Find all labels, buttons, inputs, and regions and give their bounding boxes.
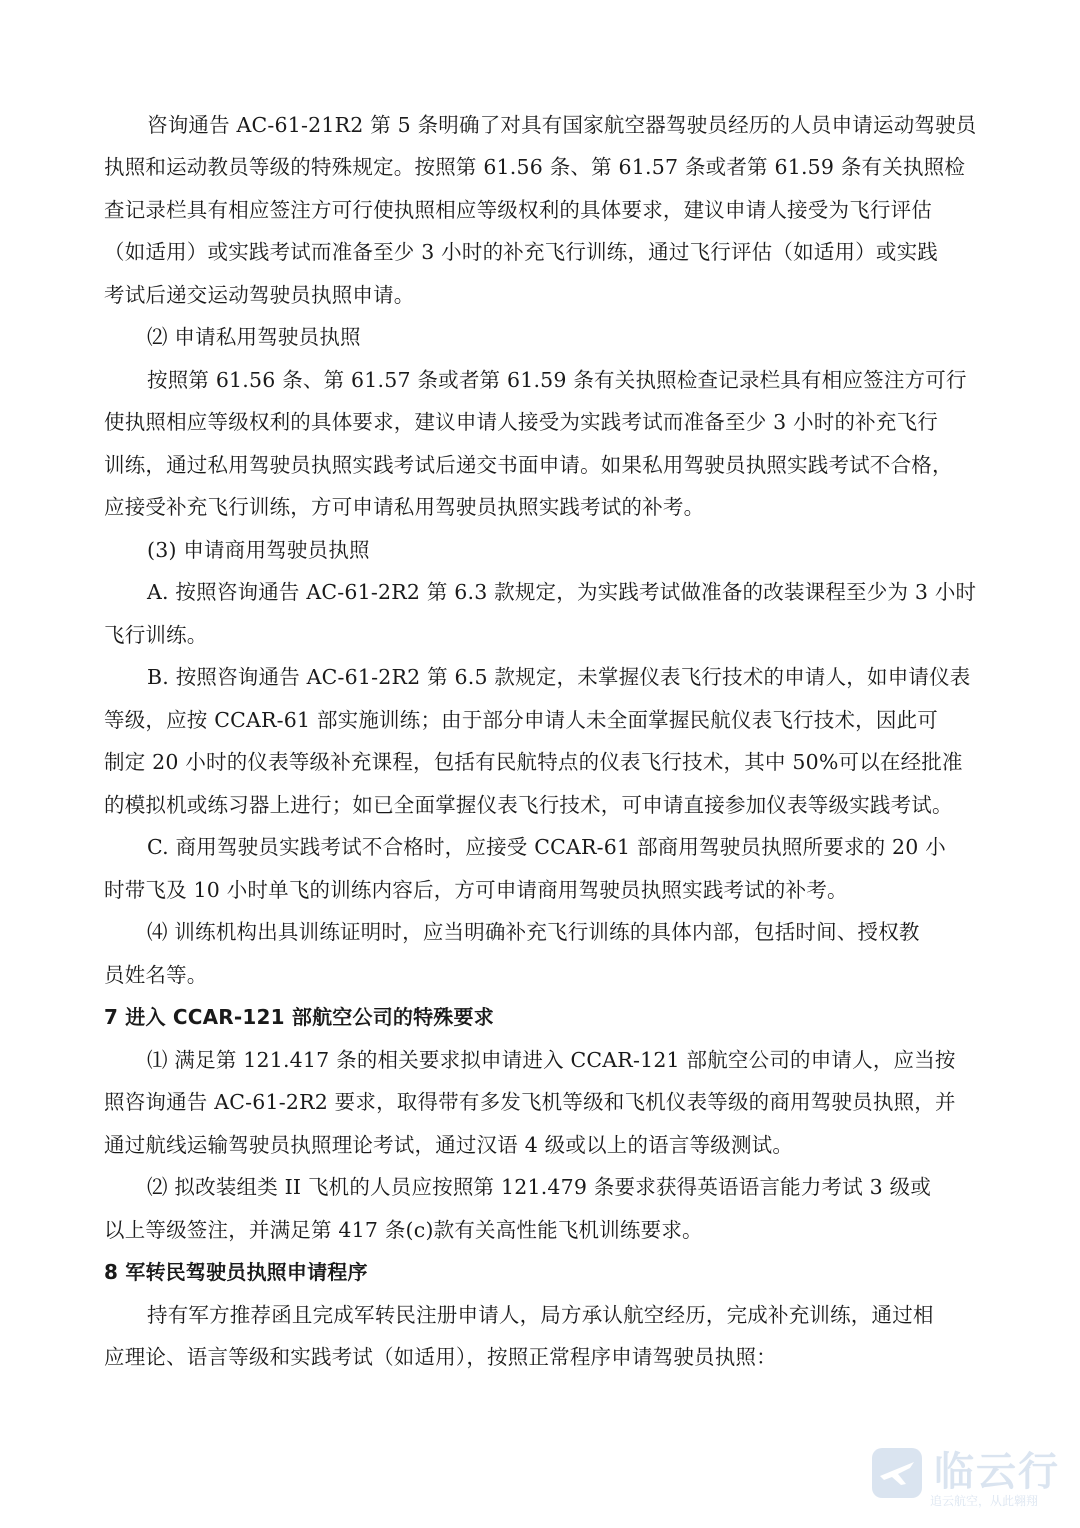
paragraph-line: 照咨询通告 AC-61-2R2 要求，取得带有多发飞机等级和飞机仪表等级的商用驾驶员执照，并 <box>104 1090 956 1114</box>
paragraph-line: 执照和运动教员等级的特殊规定。按照第 61.56 条、第 61.57 条或者第 61.59 条有关执照检 <box>104 155 966 179</box>
paragraph-line: 训练，通过私用驾驶员执照实践考试后递交书面申请。如果私用驾驶员执照实践考试不合格， <box>104 453 953 477</box>
paragraph-line: 应理论、语言等级和实践考试（如适用），按照正常程序申请驾驶员执照： <box>104 1345 777 1369</box>
paragraph-line: 时带飞及 10 小时单飞的训练内容后，方可申请商用驾驶员执照实践考试的补考。 <box>104 878 848 902</box>
paragraph-line: 持有军方推荐函且完成军转民注册申请人，局方承认航空经历，完成补充训练，通过相 <box>147 1303 934 1327</box>
paragraph-line: B. 按照咨询通告 AC-61-2R2 第 6.5 款规定，未掌握仪表飞行技术的申请人，如申请仪表 <box>147 665 971 689</box>
paragraph-line: 通过航线运输驾驶员执照理论考试，通过汉语 4 级或以上的语言等级测试。 <box>104 1133 794 1157</box>
paragraph-line: 制定 20 小时的仪表等级补充课程，包括有民航特点的仪表飞行技术，其中 50%可以在经批准 <box>104 750 963 774</box>
section-heading: 8 军转民驾驶员执照申请程序 <box>104 1260 368 1284</box>
paragraph-line: ⑷ 训练机构出具训练证明时，应当明确补充飞行训练的具体内部，包括时间、授权教 <box>147 920 920 944</box>
paragraph-line: 的模拟机或练习器上进行；如已全面掌握仪表飞行技术，可申请直接参加仪表等级实践考试。 <box>104 793 953 817</box>
airplane-logo-icon <box>870 1444 926 1504</box>
paragraph-line: 员姓名等。 <box>104 963 208 987</box>
subsection-heading: ⑵ 申请私用驾驶员执照 <box>147 325 361 349</box>
watermark-slogan: 追云航空，从此翱翔 <box>930 1494 1039 1508</box>
section-heading: 7 进入 CCAR-121 部航空公司的特殊要求 <box>104 1005 494 1029</box>
paragraph-line: A. 按照咨询通告 AC-61-2R2 第 6.3 款规定，为实践考试做准备的改装课程至少为 3 小时 <box>147 580 977 604</box>
watermark <box>870 1440 1060 1520</box>
paragraph-line: 飞行训练。 <box>104 623 208 647</box>
paragraph-line: 查记录栏具有相应签注方可行使执照相应等级权利的具体要求，建议申请人接受为飞行评估 <box>104 198 932 222</box>
paragraph-line: C. 商用驾驶员实践考试不合格时，应接受 CCAR-61 部商用驾驶员执照所要求的 20 小 <box>147 835 946 859</box>
paragraph-line: 使执照相应等级权利的具体要求，建议申请人接受为实践考试而准备至少 3 小时的补充飞行 <box>104 410 938 434</box>
paragraph-line: 以上等级签注，并满足第 417 条(c)款有关高性能飞机训练要求。 <box>104 1218 703 1242</box>
paragraph-line: 等级，应按 CCAR-61 部实施训练；由于部分申请人未全面掌握民航仪表飞行技术，因此可 <box>104 708 938 732</box>
watermark-brand: 临云行 <box>934 1449 1060 1495</box>
paragraph-line: 考试后递交运动驾驶员执照申请。 <box>104 283 415 307</box>
paragraph-line: ⑴ 满足第 121.417 条的相关要求拟申请进入 CCAR-121 部航空公司的申请人，应当按 <box>147 1048 956 1072</box>
paragraph-line: （如适用）或实践考试而准备至少 3 小时的补充飞行训练，通过飞行评估（如适用）或实践 <box>104 240 938 264</box>
paragraph-line: 应接受补充飞行训练，方可申请私用驾驶员执照实践考试的补考。 <box>104 495 705 519</box>
paragraph-line: ⑵ 拟改装组类 II 飞机的人员应按照第 121.479 条要求获得英语语言能力考试 3 级或 <box>147 1175 932 1199</box>
paragraph-line: 按照第 61.56 条、第 61.57 条或者第 61.59 条有关执照检查记录栏具有相应签注方可行 <box>147 368 967 392</box>
paragraph-line: 咨询通告 AC-61-21R2 第 5 条明确了对具有国家航空器驾驶员经历的人员申请运动驾驶员 <box>147 113 977 137</box>
subsection-heading: (3) 申请商用驾驶员执照 <box>147 538 370 562</box>
